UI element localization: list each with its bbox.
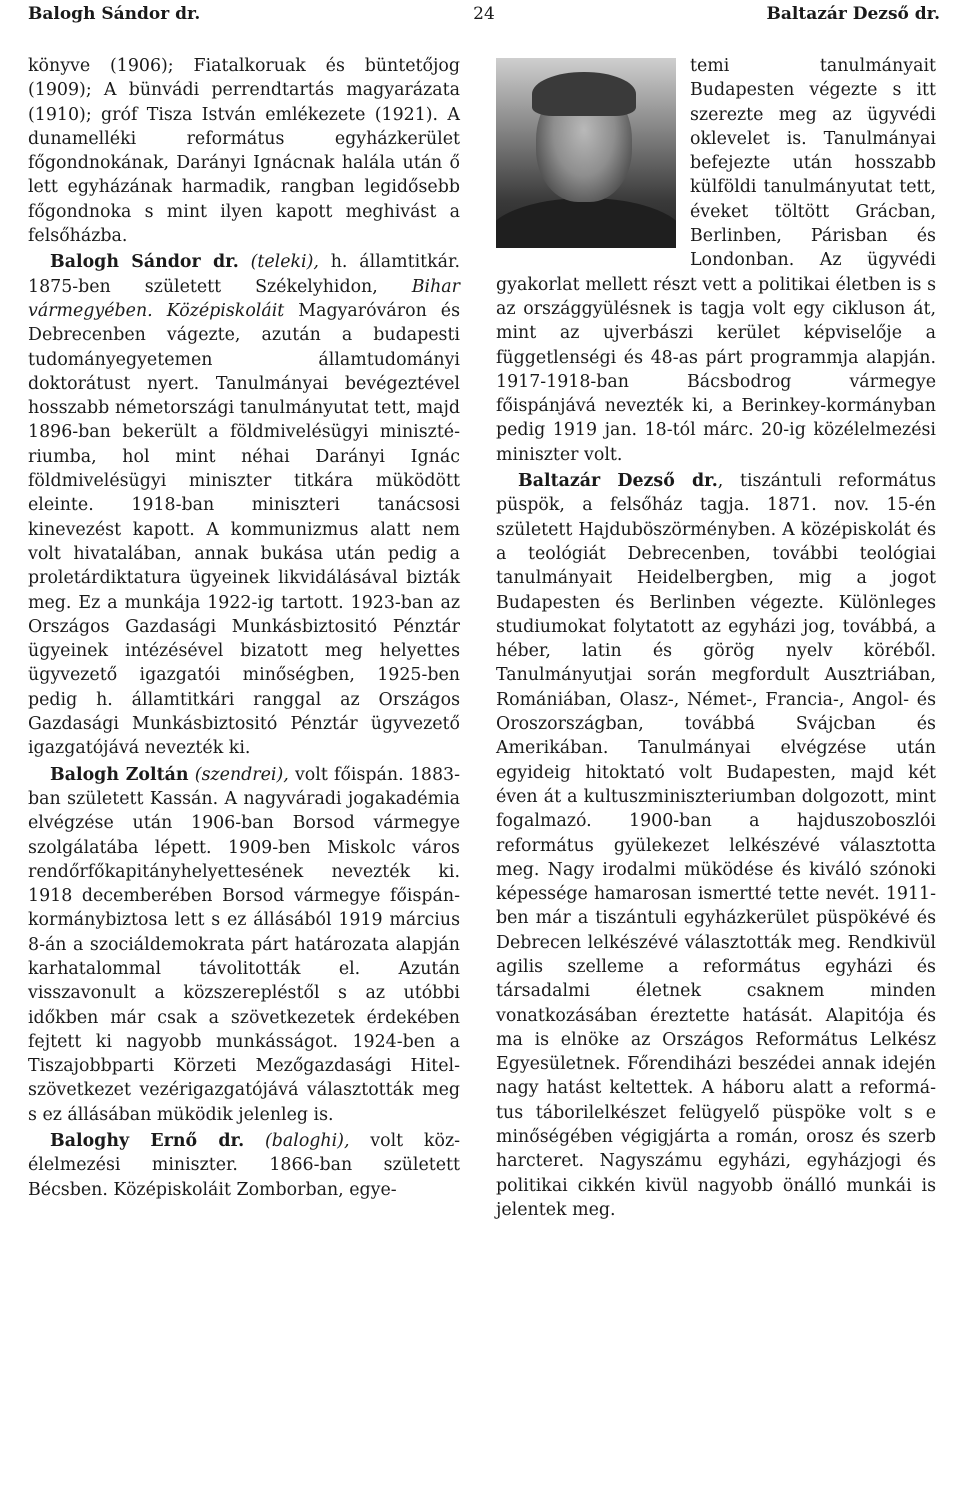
continuation-paragraph: temi tanulmányait Budapesten végezte s itt szerezte meg az ügyvédi oklevelet is. Tanulmányai befejezte után hosszabb külföldi tanulmányutat tett, éveket töltött Grácban, Berlinben, Párisban és Londonban. Az ügyvédi gyakorlat mellett részt vett a politikai életben is s az országgyülésnek is tagja volt egy cikluson át, mint az ujverbászi kerület képviselője a függetlenségi és 48-as párt programmja alapján. 1917-1918-ban Bácsbodrog vármegye főispánjává nevezték ki, a Berinkey-kormányban pedig 1919 jan. 18-tól márc. 20-ig közélelmezési miniszter volt. bbox=[496, 56, 936, 465]
entry-alias: (baloghi), bbox=[264, 1131, 350, 1152]
entry-text: volt főispán. 1883-ban született Kassán. A nagyváradi jogakadémia elvégzése után 1906-ban Borsod vármegye szolgálatába lépett. 1909-ben Miskolc város rendőrfőkapitányhelyettesének nevezték ki. 1918 decemberében Borsod vármegye főispánkormánybiztosa lett s ez állásából 1919 március 8-án a szociáldemokrata párt határozata alapján karhatalommal távolitották el. Azután visszavonult a közszerepléstől s az utóbbi időkben már csak a szövetkezetek érdekében fejtett ki nagyobb munkásságot. 1924-ben a Tiszajobbparti Körzeti Mezőgazdasági Hitelszövetkezet vezérigazgatójává választották meg s ez állásában müködik jelenleg is. bbox=[28, 764, 460, 1125]
left-column bbox=[28, 54, 460, 1202]
page-number: 24 bbox=[473, 4, 495, 24]
entry-text: h. államtitkár. 1875-ben született Székelyhidon, bbox=[28, 252, 460, 297]
entry-name: Baloghy Ernő dr. bbox=[50, 1131, 245, 1152]
entry-place: Bihar vármegyében. Középiskoláit bbox=[28, 276, 460, 321]
entry-name: Balogh Sándor dr. bbox=[50, 252, 239, 273]
entry-balogh-sandor bbox=[28, 250, 460, 760]
entry-alias: (szendrei), bbox=[194, 764, 289, 785]
entry-text: volt közélelmezési miniszter. 1866-ban született Bécsben. Középiskoláit Zomborban, egye- bbox=[28, 1131, 460, 1200]
entry-name: Balogh Zoltán bbox=[50, 764, 189, 785]
portrait-photo bbox=[496, 58, 676, 248]
entry-balogh-zoltan bbox=[28, 763, 460, 1127]
running-head-right: Baltazár Dezső dr. bbox=[766, 4, 940, 24]
intro-paragraph: könyve (1906); Fiatalkoruak és büntetőjog (1909); A bünvádi perrendtartás magyarázata (1910); gróf Tisza István emlékezete (1921). A dunamelléki református egyházkerület főgondnokának, Darányi Ignácnak halála után ő lett egyházának harmadik, rangban legidősebb főgondnoka s mint ilyen kapott meghivást a felsőházba. bbox=[28, 56, 460, 247]
running-head-left: Balogh Sándor dr. bbox=[28, 4, 201, 24]
entry-alias: (teleki), bbox=[250, 252, 319, 273]
right-column bbox=[496, 54, 936, 1222]
page-header bbox=[28, 4, 940, 30]
entry-name: Baltazár Dezső dr. bbox=[518, 471, 718, 492]
entry-text: Magyaróváron és Debrecenben vágezte, azután a budapesti tudományegyetemen államtudományi doktorátust nyert. Tanulmányai bevégeztével hosszabb németországi tanulmányutat tett, majd 1896-ban bekerült a földmivelésügyi minisztériumba, hol mint néhai Darányi Ignác földmivelésügyi miniszter titkára müködött eleinte. 1918-ban miniszteri tanácsosi kinevezést kapott. A kommunizmus alatt nem volt hivatalában, annak bukása után pedig a proletárdiktatura ügyeinek likvidálásával bizták meg. Ez a munkája 1922-ig tartott. 1923-ban az Országos Gazdasági Munkásbiztositó Pénztár ügyeinek intézésével bizatott meg helyettes ügyvezető igazgatói minőségben, 1925-ben pedig h. államtitkári ranggal az Országos Gazdasági Munkásbiztositó Pénztár ügyvezető igazgatójává nevezték ki. bbox=[28, 300, 461, 759]
entry-baloghy-erno bbox=[28, 1129, 460, 1202]
entry-text: , tiszántuli református püspök, a felsőház tagja. 1871. nov. 15-én született Hajduböszörményben. A középiskolát és a teológiát Debrecenben, további teológiai tanulmányait Heidelbergben, mig a jogot Budapesten és Berlinben végezte. Különleges studiumokat folytatott az egyházi jog, továbbá, a héber, latin és görög nyelv köréből. Tanulmányutjai során megfordult Ausztriában, Romániában, Olasz-, Német-, Francia-, Angol- és Oroszországban, továbbá Svájcban és Amerikában. Tanulmányai elvégzése után egyideig hitoktató volt Budapesten, majd két éven át a kultuszminiszteriumban dolgozott, mint fogalmazó. 1900-ban a hajduszoboszlói református gyülekezet lelkészévé választotta meg. Nagy irodalmi müködése és kiváló szónoki képessége hamarosan ismertté tette nevét. 1911-ben már a tiszántuli egyházkerület püspökévé és Debrecen lelkészévé választották meg. Rendkivül agilis szelleme a református egyházi és társadalmi életnek csaknem minden vonatkozásában éreztette hatását. Alapitója és ma is elnöke az Országos Református Lelkész Egyesületnek. Főrendiházi beszédei annak idején nagy hatást keltettek. A háboru alatt a református táborilelkészet felügyelő püspöke volt s e minőségében végigjárta a román, orosz és szerb harcteret. Nagyszámu egyházi, egyházjogi és politikai cikkén kivül nagyobb önálló munkái is jelentek meg. bbox=[496, 471, 937, 1220]
entry-baltazar-dezso bbox=[496, 469, 936, 1222]
